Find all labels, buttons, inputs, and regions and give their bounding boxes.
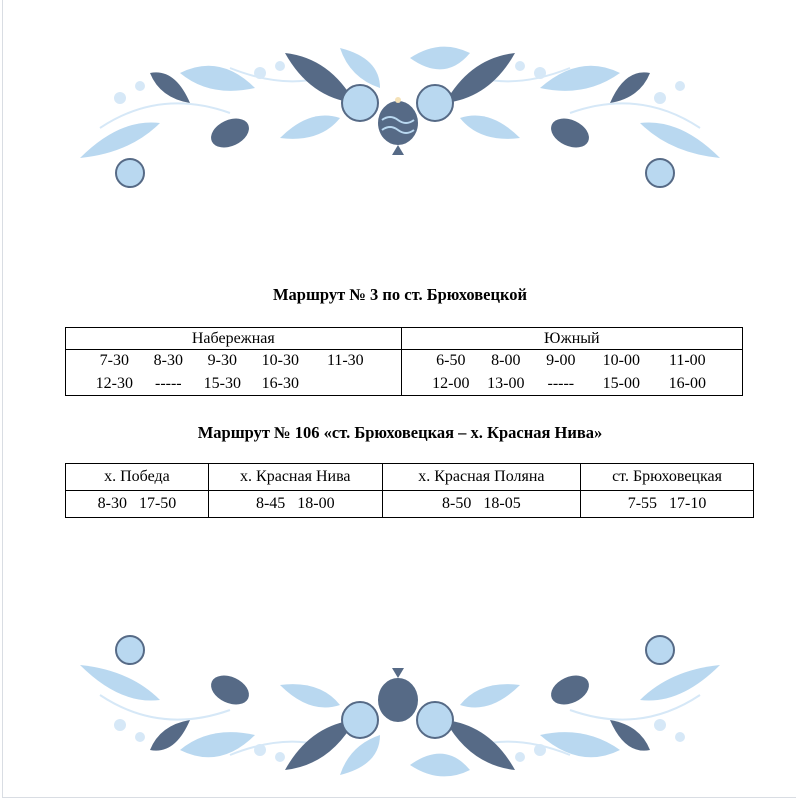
route-3-timetable xyxy=(65,327,743,396)
stop-header-krasnaya-polyana: х. Красная Поляна xyxy=(382,464,580,491)
stop-times-bryukhovetskaya: 7-55 17-10 xyxy=(581,491,754,518)
column-header-naberezhnaya: Набережная xyxy=(66,328,402,350)
naberezhnaya-times-row-1: 7-30 8-30 9-30 10-30 11-30 xyxy=(66,350,402,373)
stop-header-bryukhovetskaya: ст. Брюховецкая xyxy=(581,464,754,491)
baubles xyxy=(116,85,674,187)
route-106-timetable xyxy=(65,463,754,518)
bottom-garland-ornament xyxy=(80,625,720,795)
column-header-yuzhny: Южный xyxy=(401,328,742,350)
route-3-title: Маршрут № 3 по ст. Брюховецкой xyxy=(272,285,528,304)
top-garland-ornament xyxy=(80,28,720,198)
stop-header-pobeda: х. Победа xyxy=(66,464,209,491)
yuzhny-times-row-1: 6-50 8-00 9-00 10-00 11-00 xyxy=(401,350,742,373)
yuzhny-times-row-2: 12-00 13-00 ----- 15-00 16-00 xyxy=(401,373,742,396)
route-106-title: Маршрут № 106 «ст. Брюховецкая – х. Красная Нива» xyxy=(197,423,603,442)
stop-times-krasnaya-polyana: 8-50 18-05 xyxy=(382,491,580,518)
naberezhnaya-times-row-2: 12-30 ----- 15-30 16-30 xyxy=(66,373,402,396)
stop-header-krasnaya-niva: х. Красная Нива xyxy=(208,464,382,491)
stop-times-krasnaya-niva: 8-45 18-00 xyxy=(208,491,382,518)
stop-times-pobeda: 8-30 17-50 xyxy=(66,491,209,518)
